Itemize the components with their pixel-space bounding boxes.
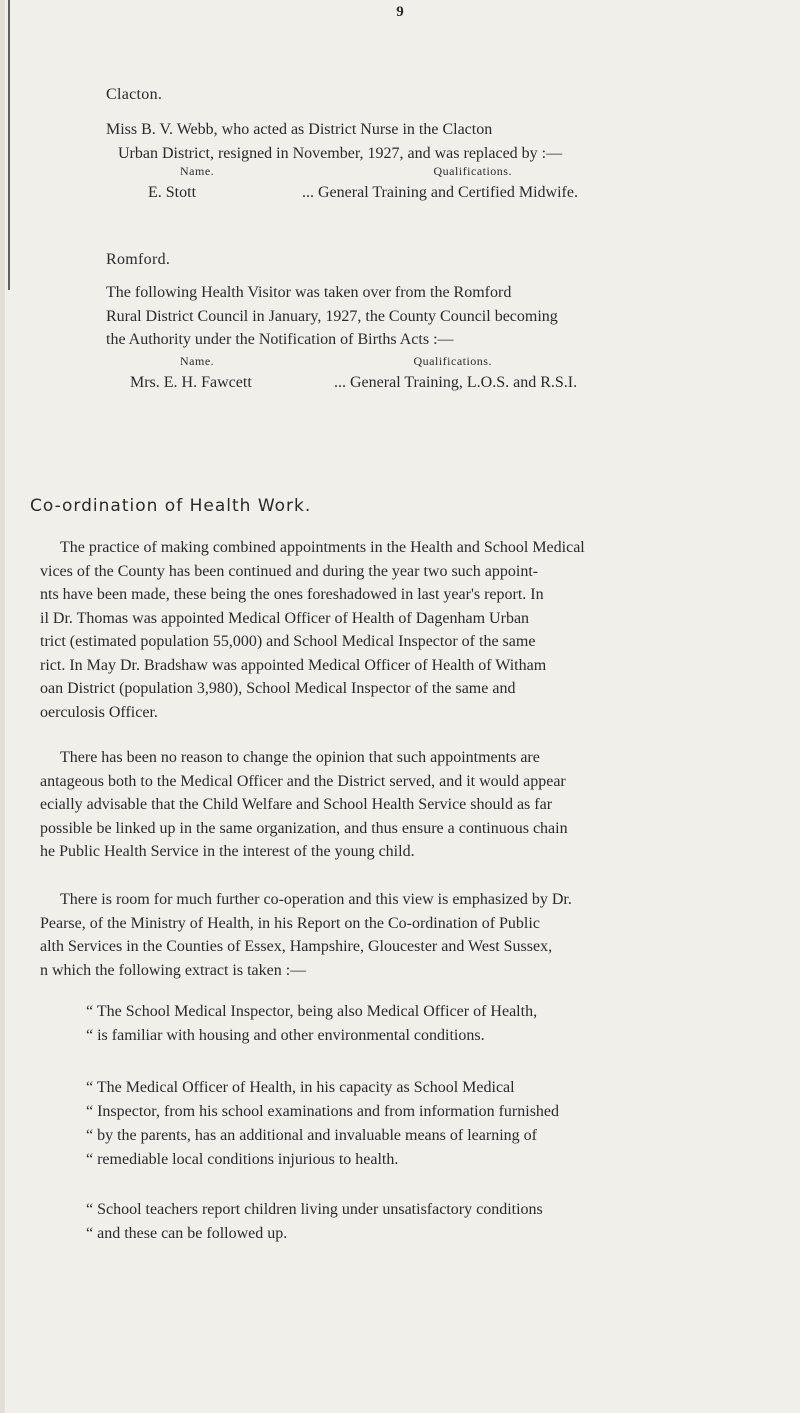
coordination-paragraph-3 [40, 888, 770, 982]
para2-line: possible be linked up in the same organization, and thus ensure a continuous chain [40, 819, 568, 837]
romford-paragraph [48, 281, 778, 352]
para2-line: antageous both to the Medical Officer and the District served, and it would appear [40, 772, 566, 790]
clacton-row-name: E. Stott [148, 184, 197, 201]
clacton-line-2: Urban District, resigned in November, 1927, and was replaced by :— [118, 144, 563, 162]
clacton-heading: Clacton. [106, 86, 163, 103]
romford-line-1: The following Health Visitor was taken over from the Romford [106, 284, 512, 301]
clacton-table [130, 164, 780, 202]
clacton-line-1: Miss B. V. Webb, who acted as District Nurse in the Clacton [106, 121, 493, 138]
para2-line: There has been no reason to change the opinion that such appointments are [60, 749, 540, 766]
coordination-paragraph-2 [40, 746, 770, 864]
romford-row-qual: ... General Training, L.O.S. and R.S.I. [334, 374, 578, 391]
quote2-line: “ by the parents, has an additional and invaluable means of learning of [86, 1127, 537, 1144]
clacton-table-row [130, 184, 780, 202]
romford-table-row [130, 374, 780, 392]
romford-line-3: the Authority under the Notification of Births Acts :— [106, 331, 454, 348]
para3-line: Pearse, of the Ministry of Health, in his Report on the Co-ordination of Public [40, 914, 540, 932]
coordination-paragraph-1 [40, 536, 770, 724]
quote-2 [86, 1076, 786, 1172]
romford-line-2: Rural District Council in January, 1927, the County Council becoming [106, 307, 558, 325]
romford-table [130, 354, 780, 392]
para1-line: oerculosis Officer. [40, 703, 158, 721]
quote1-line: “ is familiar with housing and other environmental conditions. [86, 1027, 485, 1044]
romford-header-name: Name. [180, 354, 215, 368]
para1-line: The practice of making combined appointments in the Health and School Medical [60, 539, 585, 556]
para3-line: There is room for much further co-operation and this view is emphasized by Dr. [60, 891, 572, 908]
para1-line: vices of the County has been continued and during the year two such appoint- [40, 562, 539, 580]
quote-1 [86, 1000, 786, 1048]
para1-line: il Dr. Thomas was appointed Medical Officer of Health of Dagenham Urban [40, 609, 530, 627]
quote-3 [86, 1198, 786, 1246]
para1-line: nts have been made, these being the ones foreshadowed in last year's report. In [40, 586, 544, 603]
para3-line: n which the following extract is taken :— [40, 961, 307, 979]
romford-table-header [130, 354, 780, 374]
quote2-line: “ remediable local conditions injurious to health. [86, 1151, 399, 1168]
page-edge-shadow [0, 0, 5, 1413]
clacton-header-qual: Qualifications. [433, 164, 512, 178]
quote3-line: “ and these can be followed up. [86, 1225, 288, 1242]
romford-header-qual: Qualifications. [413, 354, 492, 368]
para1-line: rict. In May Dr. Bradshaw was appointed Medical Officer of Health of Witham [40, 656, 547, 674]
para2-line: he Public Health Service in the interest of the young child. [40, 843, 415, 860]
clacton-paragraph [48, 118, 778, 165]
romford-heading: Romford. [106, 251, 171, 268]
para1-line: oan District (population 3,980), School Medical Inspector of the same and [40, 680, 516, 697]
quote2-line: “ Inspector, from his school examinations and from information furnished [86, 1103, 560, 1120]
page-number: 9 [396, 4, 404, 20]
quote1-line: “ The School Medical Inspector, being also Medical Officer of Health, [86, 1003, 538, 1020]
quote3-line: “ School teachers report children living under unsatisfactory conditions [86, 1201, 543, 1218]
clacton-table-header [130, 164, 780, 184]
coordination-heading: Co-ordination of Health Work. [30, 496, 312, 516]
para1-line: trict (estimated population 55,000) and School Medical Inspector of the same [40, 633, 536, 650]
para3-line: alth Services in the Counties of Essex, Hampshire, Gloucester and West Sussex, [40, 938, 553, 955]
romford-row-name: Mrs. E. H. Fawcett [130, 374, 252, 391]
para2-line: ecially advisable that the Child Welfare and School Health Service should as far [40, 796, 553, 813]
binding-edge [8, 0, 10, 290]
clacton-row-qual: ... General Training and Certified Midwife. [302, 184, 578, 201]
quote2-line: “ The Medical Officer of Health, in his capacity as School Medical [86, 1079, 515, 1096]
clacton-header-name: Name. [180, 164, 215, 178]
